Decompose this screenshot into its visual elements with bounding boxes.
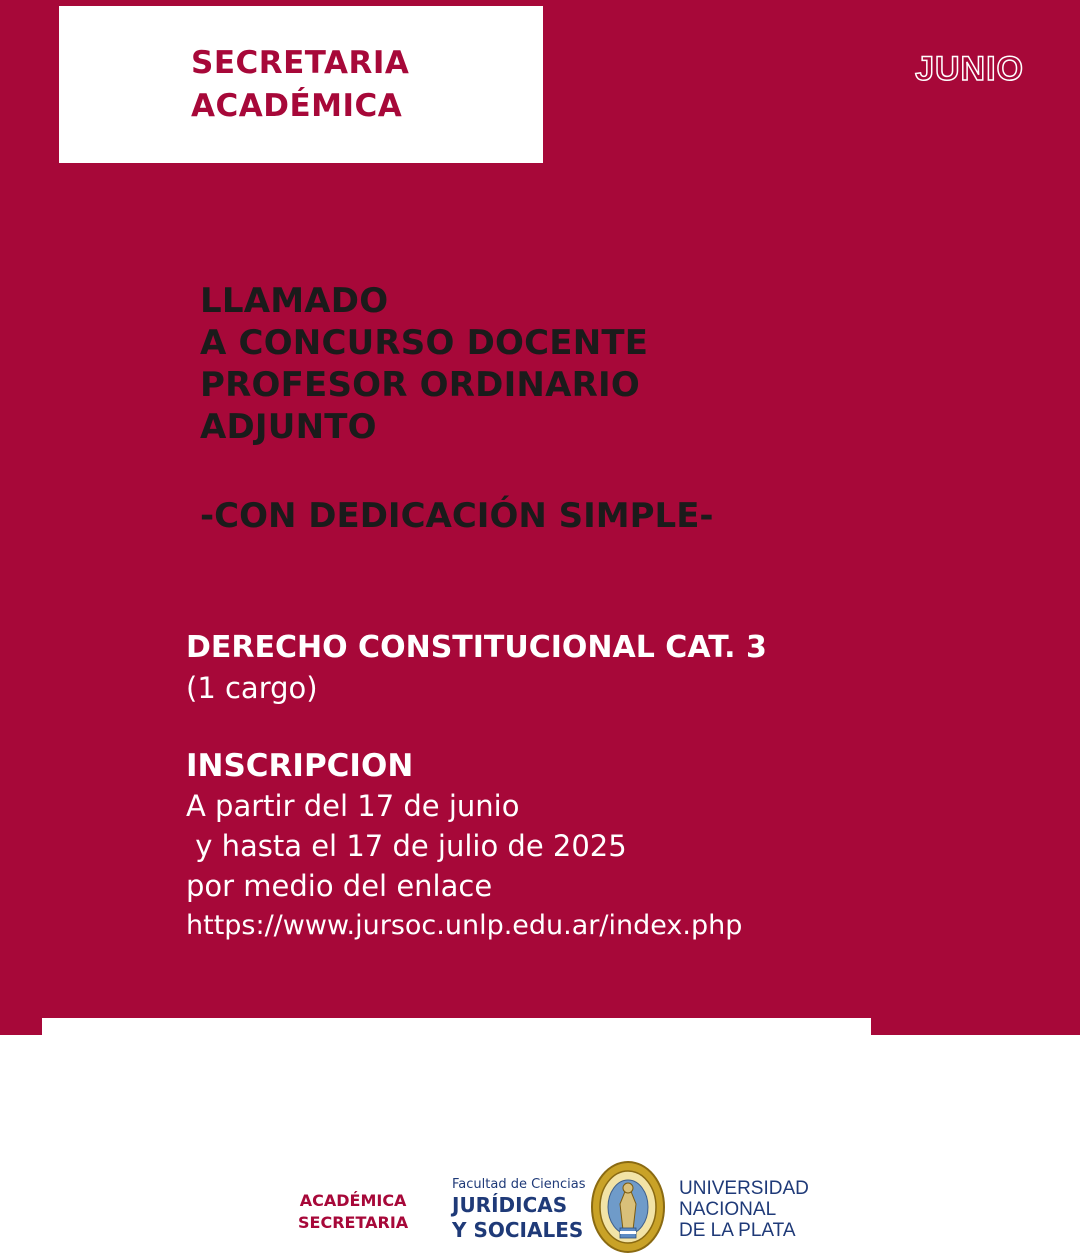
university-line2: NACIONAL [679, 1199, 777, 1220]
faculty-small-label: Facultad de Ciencias [452, 1177, 586, 1192]
subject-title: DERECHO CONSTITUCIONAL CAT. 3 [186, 630, 767, 665]
inscription-dates-end: y hasta el 17 de julio de 2025 [186, 829, 627, 863]
announcement-title [200, 280, 920, 448]
positions-count: (1 cargo) [186, 671, 318, 705]
university-seal-icon [590, 1160, 666, 1254]
footer-university-logo [679, 1178, 809, 1241]
faculty-name-line2: Y SOCIALES [452, 1218, 584, 1242]
footer-academica-line2: SECRETARIA [298, 1213, 409, 1232]
details-block [186, 628, 1056, 946]
divider-bar [42, 1018, 871, 1038]
inscription-title: INSCRIPCION [186, 748, 414, 784]
inscription-dates-start: A partir del 17 de junio [186, 789, 520, 823]
footer-secretaria-logo [298, 1190, 408, 1234]
title-line: ADJUNTO [200, 407, 377, 447]
title-line: A CONCURSO DOCENTE [200, 323, 649, 363]
university-line1: UNIVERSIDAD [679, 1178, 809, 1199]
faculty-name-line1: JURÍDICAS [452, 1193, 568, 1217]
footer-faculty-logo [452, 1177, 586, 1243]
title-line: PROFESOR ORDINARIO [200, 365, 640, 405]
month-label: JUNIO [915, 50, 1024, 88]
inscription-via: por medio del enlace [186, 869, 493, 903]
header-title-line2: ACADÉMICA [191, 88, 403, 124]
title-line: LLAMADO [200, 281, 389, 321]
header-title-line1: SECRETARIA [191, 45, 410, 81]
university-line3: DE LA PLATA [679, 1220, 796, 1241]
inscription-link[interactable]: https://www.jursoc.unlp.edu.ar/index.php [186, 910, 743, 941]
dedication-label: -CON DEDICACIÓN SIMPLE- [200, 496, 714, 536]
header-box [59, 6, 543, 163]
footer-academica-line1: ACADÉMICA [299, 1191, 407, 1210]
